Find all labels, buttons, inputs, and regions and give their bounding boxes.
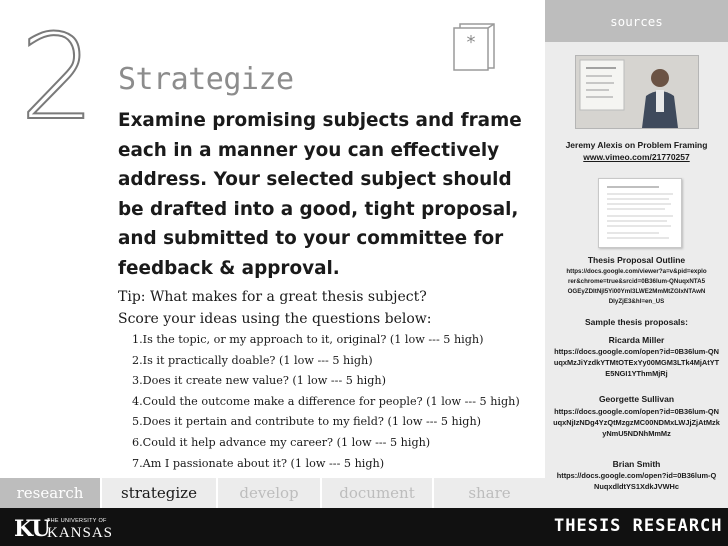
tab-research[interactable]: research	[0, 478, 102, 508]
question-item: 3.Does it create new value? (1 low --- 5 high)	[132, 374, 386, 388]
tab-document[interactable]: document	[322, 478, 434, 508]
proposal-author-smith: Brian Smith	[612, 459, 661, 469]
question-item: 2.Is it practically doable? (1 low --- 5 high)	[132, 353, 373, 367]
sample-proposals-heading: Sample thesis proposals:	[585, 317, 688, 327]
question-item: 1.Is the topic, or my approach to it, original? (1 low --- 5 high)	[132, 333, 484, 346]
svg-text:*: *	[466, 32, 476, 53]
tip-text	[118, 286, 538, 330]
question-item: 7.Am I passionate about it? (1 low --- 5 high)	[132, 456, 385, 470]
tip-line-1: Tip: What makes for a great thesis subject?	[118, 289, 427, 305]
proposal-link-miller[interactable]: https://docs.google.com/open?id=0B36lum-QNuqxMzJiYzdkYTMtOTExYy00MGM3LTk4MjAtYTE5NGI1YThmMjRj	[553, 347, 720, 378]
proposal-link-sullivan[interactable]: https://docs.google.com/open?id=0B36lum-QNuqxNjIzNDg4YzQtMzgzMC00NDMxLWJjZjAtMzkyNmU5NDNhMmMz	[553, 407, 720, 438]
question-item: 6.Could it help advance my career? (1 low --- 5 high)	[132, 435, 431, 449]
document-icon	[599, 179, 681, 247]
proposal-outline-thumbnail[interactable]	[598, 178, 682, 248]
tab-develop[interactable]: develop	[218, 478, 322, 508]
lead-paragraph: Examine promising subjects and frame each in a manner you can effectively address. Your selected subject should be drafted into a good, tight proposal, and submitted to your committee for feedback & approval.	[118, 110, 522, 279]
video-caption: Jeremy Alexis on Problem Framing	[565, 140, 708, 150]
question-item: 5.Does it pertain and contribute to my field? (1 low --- 5 high)	[132, 415, 482, 429]
ku-logo-mark: KU	[14, 516, 50, 542]
tip-line-2: Score your ideas using the questions below:	[118, 311, 432, 327]
question-item: 4.Could the outcome make a difference for people? (1 low --- 5 high)	[132, 394, 520, 408]
tab-share[interactable]: share	[434, 478, 545, 508]
video-thumbnail[interactable]	[575, 55, 699, 129]
sources-heading: sources	[610, 14, 663, 29]
notes-icon	[452, 22, 496, 72]
ku-logo-small: THE UNIVERSITY OF	[47, 518, 107, 524]
proposal-author-sullivan: Georgette Sullivan	[598, 394, 675, 404]
step-number: 2	[20, 8, 94, 146]
proposal-author-miller: Ricarda Miller	[608, 335, 665, 345]
video-link[interactable]: www.vimeo.com/21770257	[583, 152, 690, 162]
proposal-link-smith[interactable]: https://docs.google.com/open?id=0B36lum-QNuqxdldtYS1XdkJVWHc	[556, 471, 717, 491]
presenter-video-icon	[576, 56, 698, 128]
thesis-research-banner: THESIS RESEARCH	[554, 516, 723, 536]
ku-logo[interactable]	[14, 515, 114, 543]
proposal-outline-link[interactable]: https://docs.google.com/viewer?a=v&pid=explorer&chrome=true&srcid=0B36lum-QNuqxNTA5OGEyZDItNjI5Yi00YmI3LWE2MmMtZGIxNTAwNDIyZjE3&hl=en_US	[566, 268, 707, 305]
tab-strategize[interactable]: strategize	[102, 478, 218, 508]
scoring-questions	[132, 330, 542, 474]
stage-nav	[0, 478, 545, 508]
ku-logo-name: KANSAS	[47, 525, 114, 541]
proposal-outline-title: Thesis Proposal Outline	[587, 255, 686, 265]
page-title: Strategize	[118, 62, 294, 97]
